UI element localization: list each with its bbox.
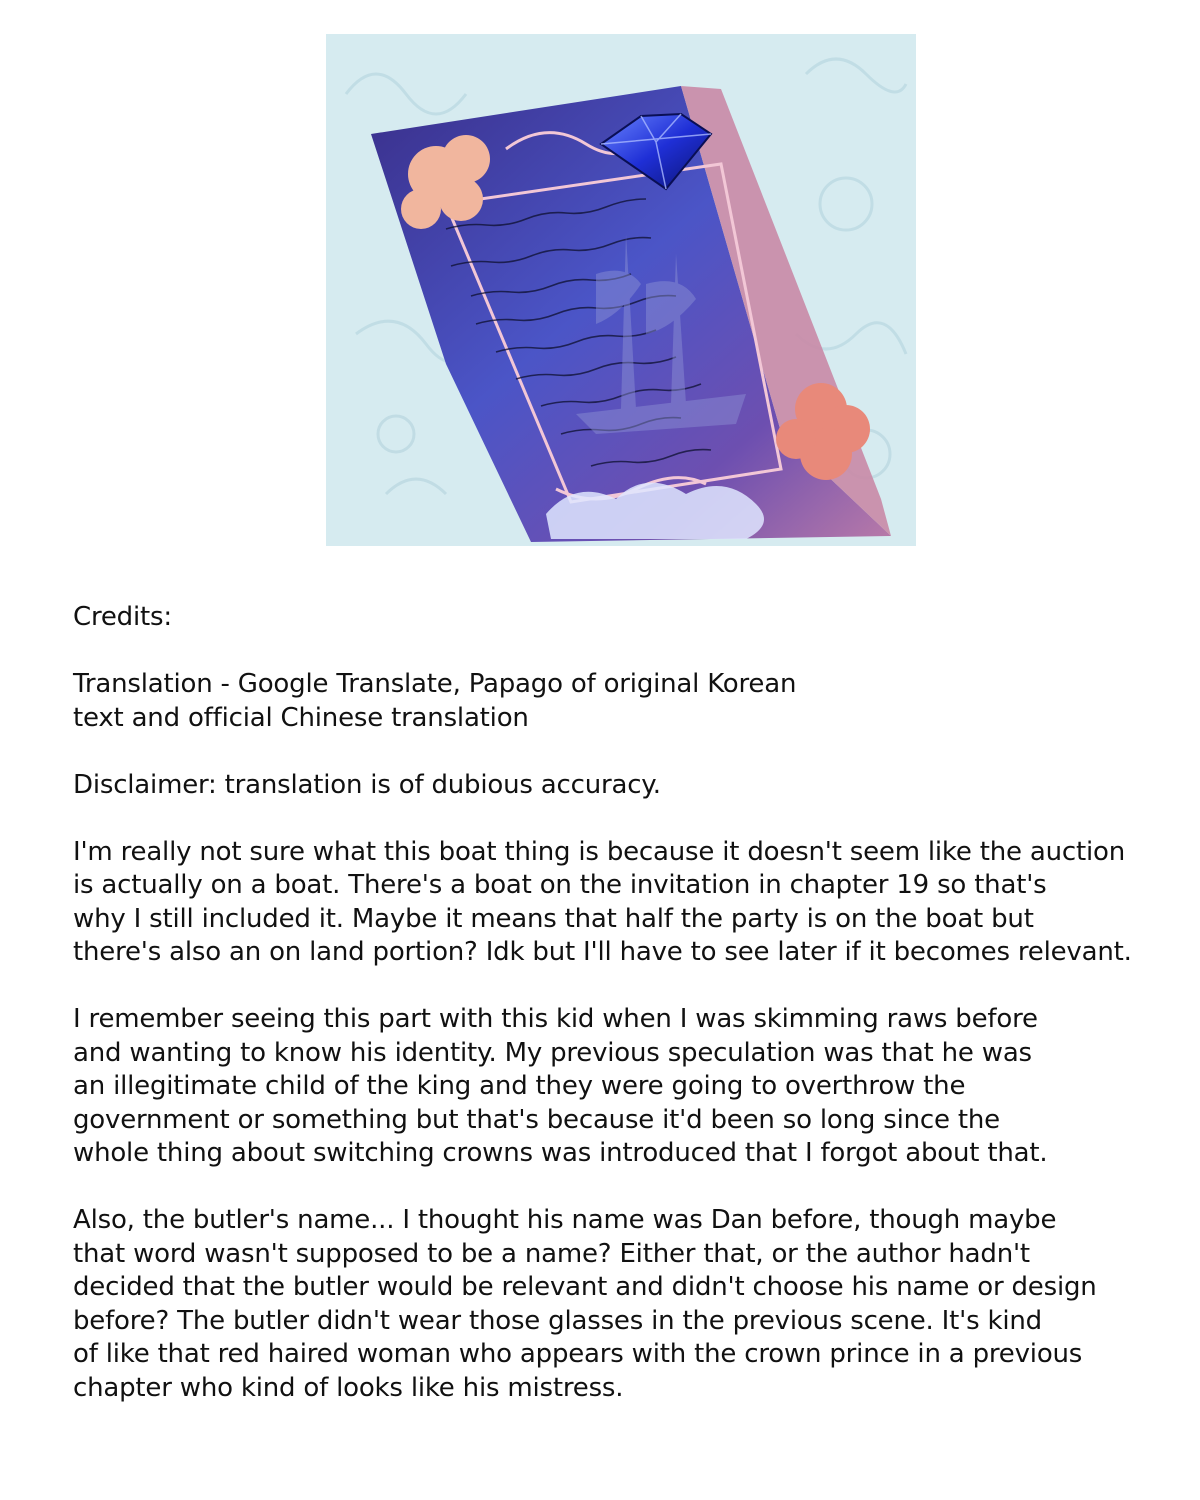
paragraph-line: is actually on a boat. There's a boat on the invitation in chapter 19 so that's [73,870,1047,900]
paragraph-line: why I still included it. Maybe it means that half the party is on the boat but [73,903,1034,934]
disclaimer [73,769,1173,803]
paragraph-line: of like that red haired woman who appears with the crown prince in a previous [73,1339,1083,1369]
paragraph-boat [73,836,1173,970]
letter-illustration-svg [326,34,916,546]
translation-credit-line: text and official Chinese translation [73,702,529,733]
paragraph-line: Also, the butler's name... I thought his name was Dan before, though maybe [73,1205,1057,1235]
paragraph-line: before? The butler didn't wear those glasses in the previous scene. It's kind [73,1305,1042,1336]
paragraph-line: I remember seeing this part with this kid when I was skimming raws before [73,1004,1038,1034]
translation-credit-line: Translation - Google Translate, Papago of original Korean [73,669,797,699]
translation-credit [73,668,1173,735]
letter-illustration [326,34,916,546]
paragraph-line: an illegitimate child of the king and they were going to overthrow the [73,1071,966,1101]
credits-heading [73,601,1173,635]
paragraph-line: and wanting to know his identity. My previous speculation was that he was [73,1037,1032,1068]
paragraph-line: government or something but that's because it'd been so long since the [73,1104,1000,1135]
paragraph-line: there's also an on land portion? Idk but I'll have to see later if it becomes relevant. [73,937,1132,967]
credits-heading-text: Credits: [73,602,172,632]
paragraph-line: that word wasn't supposed to be a name? Either that, or the author hadn't [73,1238,1030,1269]
credits-text [73,601,1173,1439]
paragraph-line: chapter who kind of looks like his mistress. [73,1372,624,1403]
paragraph-kid [73,1003,1173,1171]
disclaimer-text: Disclaimer: translation is of dubious accuracy. [73,769,661,800]
paragraph-butler [73,1204,1173,1405]
paragraph-line: whole thing about switching crowns was introduced that I forgot about that. [73,1138,1048,1168]
paragraph-line: I'm really not sure what this boat thing is because it doesn't seem like the auction [73,836,1125,867]
paragraph-line: decided that the butler would be relevant and didn't choose his name or design [73,1272,1097,1302]
